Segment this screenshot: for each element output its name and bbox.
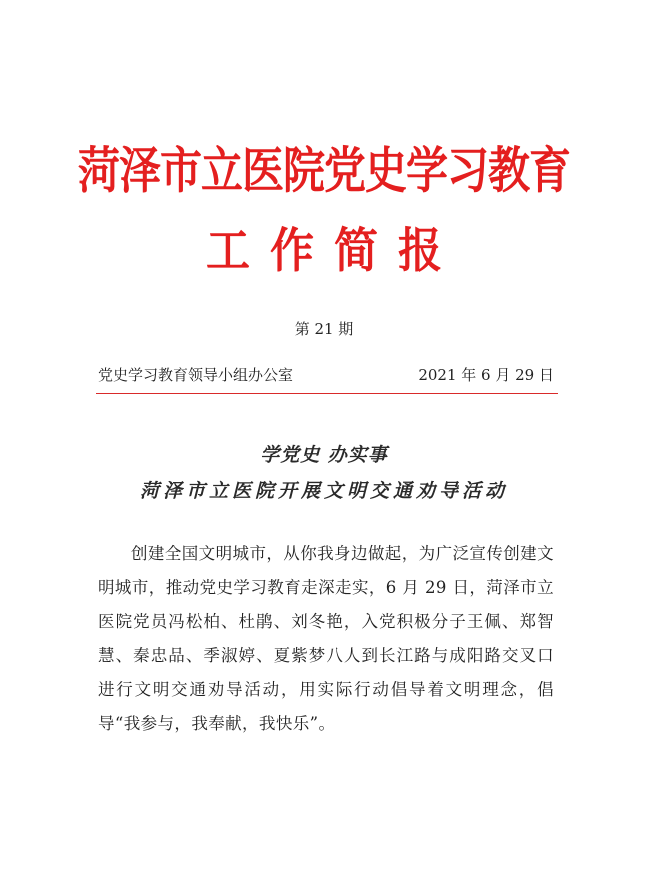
publish-date: 2021 年 6 月 29 日: [418, 366, 554, 384]
masthead-title: 菏泽市立医院党史学习教育: [77, 141, 570, 200]
article-title: 学党史 办实事: [260, 444, 388, 466]
article-subtitle: 菏泽市立医院开展文明交通劝导活动: [139, 480, 508, 502]
red-divider-rule: [96, 393, 558, 394]
masthead-subtitle: 工作简报: [206, 223, 462, 279]
issue-number: 第 21 期: [294, 320, 354, 338]
publisher-label: 党史学习教育领导小组办公室: [98, 366, 294, 384]
meta-row: [98, 364, 554, 385]
article-body-paragraph: 创建全国文明城市，从你我身边做起，为广泛宣传创建文明城市，推动党史学习教育走深走实，6 月 29 日，菏泽市立医院党员冯松柏、杜鹃、刘冬艳，入党积极分子王佩、郑智慧、秦忠品、季淑婷、夏紫梦八人到长江路与成阳路交叉口进行文明交通劝导活动，用实际行动倡导着文明理念，倡导“我参与，我奉献，我快乐”。: [98, 544, 554, 733]
